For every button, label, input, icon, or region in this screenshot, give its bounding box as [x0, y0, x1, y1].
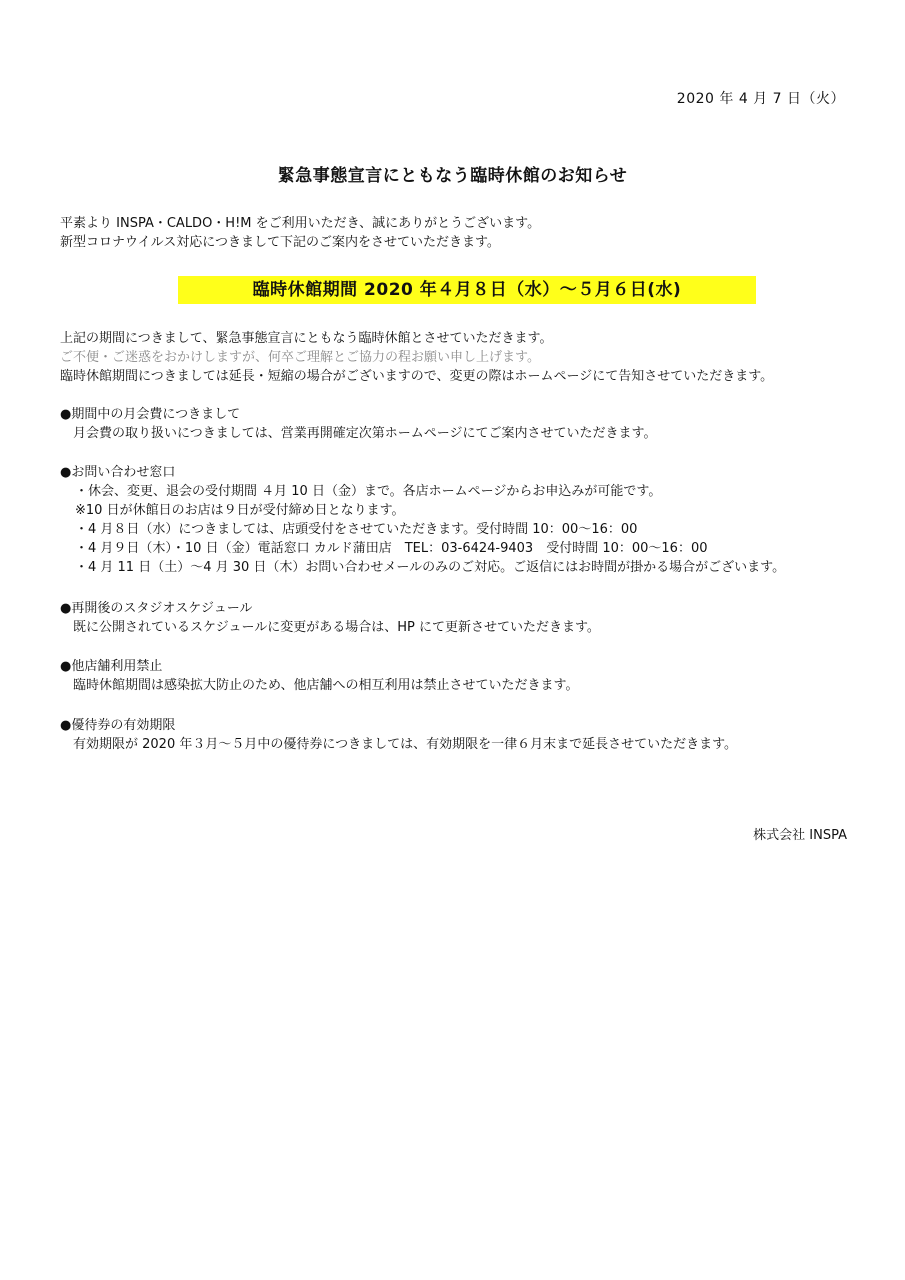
notice-title: 緊急事態宣言にともなう臨時休館のお知らせ	[277, 166, 628, 186]
section-line: 有効期限が 2020 年３月～５月中の優待券につきましては、有効期限を一律６月末まで延長させていただきます。	[73, 737, 738, 752]
closure-period: 臨時休館期間 2020 年４月８日（水）～５月６日(水)	[252, 280, 682, 300]
section-heading: ●他店舗利用禁止	[60, 659, 163, 674]
section-heading: ●優待券の有効期限	[60, 718, 176, 733]
intro-line: 平素より INSPA・CALDO・H!M をご利用いただき、誠にありがとうございます。	[60, 216, 541, 231]
closure-period-highlight	[178, 276, 756, 304]
section-contact	[60, 463, 785, 577]
section-other-store-use	[60, 657, 578, 695]
company-name: 株式会社 INSPA	[753, 828, 847, 843]
section-line: ・休会、変更、退会の受付期間 ４月 10 日（金）まで。各店ホームページからお申込みが可能です。	[75, 484, 662, 499]
intro-paragraph	[60, 214, 540, 252]
section-heading: ●期間中の月会費につきまして	[60, 407, 241, 422]
section-line: ※10 日が休館日のお店は９日が受付締め日となります。	[75, 503, 405, 518]
body-line: 臨時休館期間につきましては延長・短縮の場合がございますので、変更の際はホームページにて告知させていただきます。	[60, 369, 774, 384]
section-voucher-expiry	[60, 716, 737, 754]
body-line: 上記の期間につきまして、緊急事態宣言にともなう臨時休館とさせていただきます。	[60, 331, 553, 346]
section-line: ・4 月８日（水）につきましては、店頭受付をさせていただきます。受付時間 10：00～16：00	[75, 522, 638, 537]
section-heading: ●再開後のスタジオスケジュール	[60, 601, 253, 616]
section-monthly-fee	[60, 405, 656, 443]
section-line: 臨時休館期間は感染拡大防止のため、他店舗への相互利用は禁止させていただきます。	[73, 678, 579, 693]
section-line: 既に公開されているスケジュールに変更がある場合は、HP にて更新させていただきます。	[73, 620, 600, 635]
section-heading: ●お問い合わせ窓口	[60, 465, 176, 480]
notice-date: 2020 年 4 月 7 日（火）	[676, 91, 845, 107]
section-line: ・4 月 11 日（土）～4 月 30 日（木）お問い合わせメールのみのご対応。ご返信にはお時間が掛かる場合がございます。	[75, 560, 786, 575]
section-line: ・4 月９日（木）・10 日（金）電話窓口 カルド蒲田店 TEL：03-6424-9403 受付時間 10：00～16：00	[75, 541, 708, 556]
section-studio-schedule	[60, 599, 600, 637]
closure-explanation	[60, 329, 773, 386]
body-line: ご不便・ご迷惑をおかけしますが、何卒ご理解とご協力の程お願い申し上げます。	[60, 350, 540, 365]
section-line: 月会費の取り扱いにつきましては、営業再開確定次第ホームページにてご案内させていただきます。	[73, 426, 657, 441]
intro-line: 新型コロナウイルス対応につきまして下記のご案内をさせていただきます。	[60, 235, 500, 250]
